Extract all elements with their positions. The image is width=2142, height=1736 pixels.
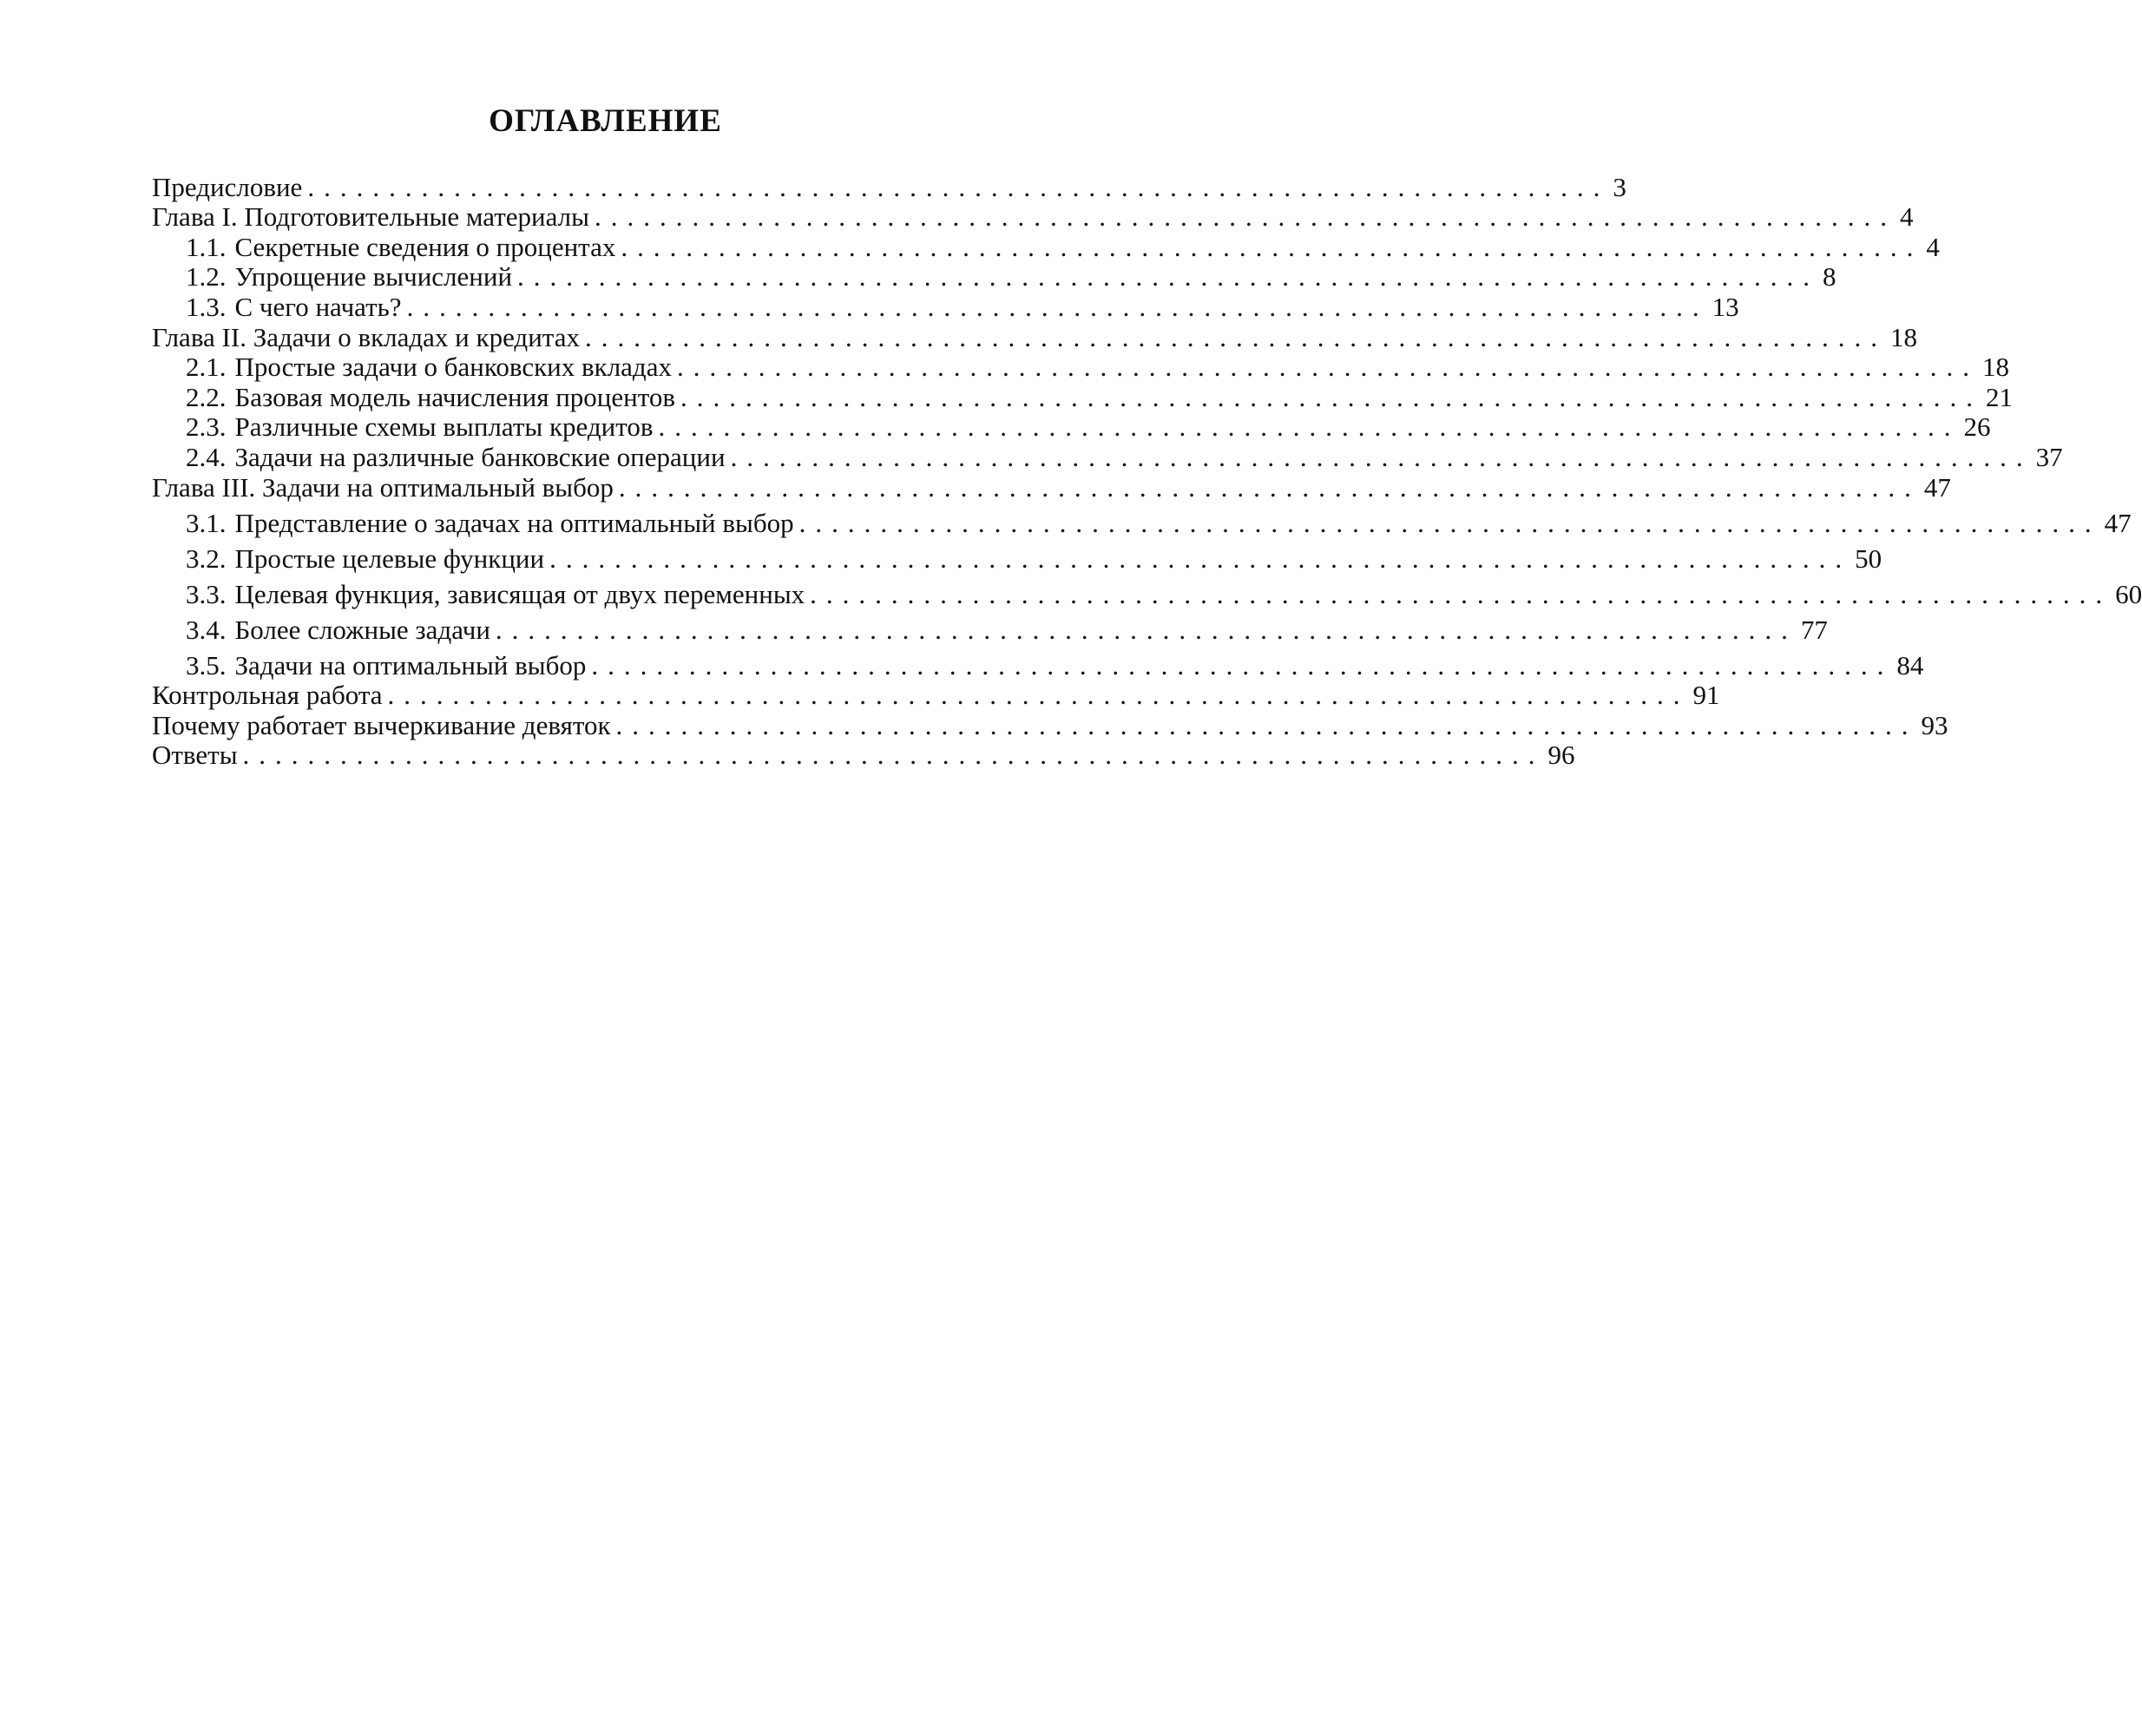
section-title: Простые целевые функции: [234, 542, 545, 574]
toc-page-number: 91: [1692, 680, 1720, 711]
toc-entry-section-3-4: [152, 609, 1828, 645]
toc-entry-label: [186, 262, 517, 292]
dot-leader: ................................................................................: [549, 542, 1852, 574]
toc-entry-section-2-2: [152, 381, 2014, 412]
section-number: 2.4.: [186, 441, 227, 472]
toc-entry-label: Почему работает вычеркивание девяток: [152, 709, 611, 740]
toc-page-number: 93: [1921, 709, 1948, 740]
toc-entry-label: [186, 544, 549, 574]
toc-page-number: 18: [1889, 321, 1917, 352]
table-of-contents: [152, 171, 2142, 771]
toc-entry-label: [186, 443, 731, 472]
toc-page-number: 8: [1823, 261, 1836, 293]
toc-entry-section-3-3: [152, 574, 2142, 609]
toc-page-number: 21: [1986, 381, 2014, 412]
dot-leader: ................................................................................: [615, 709, 1918, 740]
toc-entry-chapter-3: [152, 471, 1951, 503]
dot-leader: ................................................................................: [591, 649, 1894, 681]
toc-page-number: 96: [1547, 740, 1575, 771]
toc-entry-label: Глава I. Подготовительные материалы: [152, 201, 589, 233]
dot-leader: ................................................................................: [242, 740, 1545, 771]
section-title: Базовая модель начисления процентов: [234, 381, 676, 412]
section-number: 3.4.: [186, 614, 227, 645]
dot-leader: ................................................................................: [676, 352, 1979, 383]
toc-entry-label: Ответы: [152, 740, 238, 771]
dot-leader: ................................................................................: [618, 471, 1921, 503]
toc-entry-label: [186, 383, 680, 412]
toc-page-number: 26: [1963, 411, 1991, 443]
toc-entry-section-3-5: [152, 645, 1924, 681]
dot-leader: ................................................................................: [621, 231, 1923, 262]
page-title: ОГЛАВЛЕНИЕ: [489, 103, 722, 139]
toc-page-number: 84: [1896, 649, 1924, 681]
section-title: Задачи на различные банковские операции: [234, 441, 726, 472]
section-title: Секретные сведения о процентах: [234, 231, 616, 262]
toc-page-number: 47: [1923, 471, 1951, 503]
dot-leader: ................................................................................: [387, 680, 1690, 711]
dot-leader: ................................................................................: [406, 291, 1709, 322]
toc-entry-answers: [152, 740, 1575, 771]
section-number: 2.1.: [186, 352, 227, 383]
toc-entry-chapter-2: [152, 321, 1917, 352]
toc-entry-section-2-3: [152, 411, 1991, 443]
toc-entry-casting-out-nines: [152, 709, 1948, 740]
toc-entry-label: [186, 412, 659, 442]
toc-entry-label: [186, 352, 677, 382]
dot-leader: ................................................................................: [307, 171, 1610, 202]
section-title: Простые задачи о банковских вкладах: [234, 352, 672, 383]
section-number: 2.2.: [186, 381, 227, 412]
section-title: Представление о задачах на оптимальный выбор: [234, 507, 794, 538]
toc-page-number: 4: [1926, 231, 1940, 262]
toc-entry-test: [152, 680, 1720, 711]
dot-leader: ................................................................................: [658, 411, 1961, 443]
toc-page-number: 3: [1613, 171, 1626, 202]
toc-entry-section-2-4: [152, 441, 2063, 472]
toc-page-number: 77: [1800, 614, 1828, 645]
section-number: 3.1.: [186, 507, 227, 538]
section-number: 3.2.: [186, 542, 227, 574]
section-title: Целевая функция, зависящая от двух переменных: [234, 578, 805, 609]
toc-entry-label: [186, 509, 799, 538]
section-title: Упрощение вычислений: [234, 261, 513, 293]
section-number: 3.3.: [186, 578, 227, 609]
toc-entry-label: [186, 651, 591, 681]
toc-entry-preface: [152, 171, 1626, 202]
section-number: 1.3.: [186, 291, 227, 322]
toc-entry-label: [186, 615, 496, 645]
section-number: 1.1.: [186, 231, 227, 262]
toc-entry-section-3-1: [152, 503, 2132, 538]
toc-entry-label: Глава II. Задачи о вкладах и кредитах: [152, 321, 580, 352]
dot-leader: ................................................................................: [594, 201, 1896, 233]
toc-entry-label: [186, 293, 407, 322]
dot-leader: ................................................................................: [584, 321, 1887, 352]
toc-entry-label: Предисловие: [152, 171, 303, 202]
section-number: 3.5.: [186, 649, 227, 681]
section-title: Более сложные задачи: [234, 614, 490, 645]
toc-entry-label: [186, 233, 621, 262]
dot-leader: ................................................................................: [680, 381, 1983, 412]
toc-page-number: 18: [1981, 352, 2009, 383]
toc-entry-label: [186, 580, 810, 609]
dot-leader: ................................................................................: [730, 441, 2033, 472]
toc-entry-label: Глава III. Задачи на оптимальный выбор: [152, 471, 614, 503]
dot-leader: ................................................................................: [810, 578, 2112, 609]
toc-entry-section-1-2: [152, 261, 1836, 293]
toc-entry-section-3-2: [152, 538, 1882, 574]
toc-page-number: 4: [1899, 201, 1914, 233]
toc-entry-chapter-1: [152, 201, 1914, 233]
toc-page-number: 13: [1712, 291, 1739, 322]
dot-leader: ................................................................................: [517, 261, 1820, 293]
toc-entry-section-1-1: [152, 231, 1940, 262]
toc-page-number: 47: [2104, 507, 2132, 538]
dot-leader: ................................................................................: [495, 614, 1797, 645]
toc-entry-section-2-1: [152, 352, 2009, 383]
toc-page-number: 60: [2115, 578, 2142, 609]
section-title: С чего начать?: [234, 291, 402, 322]
section-number: 1.2.: [186, 261, 227, 293]
dot-leader: ................................................................................: [798, 507, 2101, 538]
toc-page-number: 50: [1855, 542, 1882, 574]
section-title: Различные схемы выплаты кредитов: [234, 411, 654, 443]
toc-entry-section-1-3: [152, 291, 1739, 322]
section-title: Задачи на оптимальный выбор: [234, 649, 587, 681]
toc-entry-label: Контрольная работа: [152, 680, 383, 711]
section-number: 2.3.: [186, 411, 227, 443]
toc-page-number: 37: [2035, 441, 2063, 472]
